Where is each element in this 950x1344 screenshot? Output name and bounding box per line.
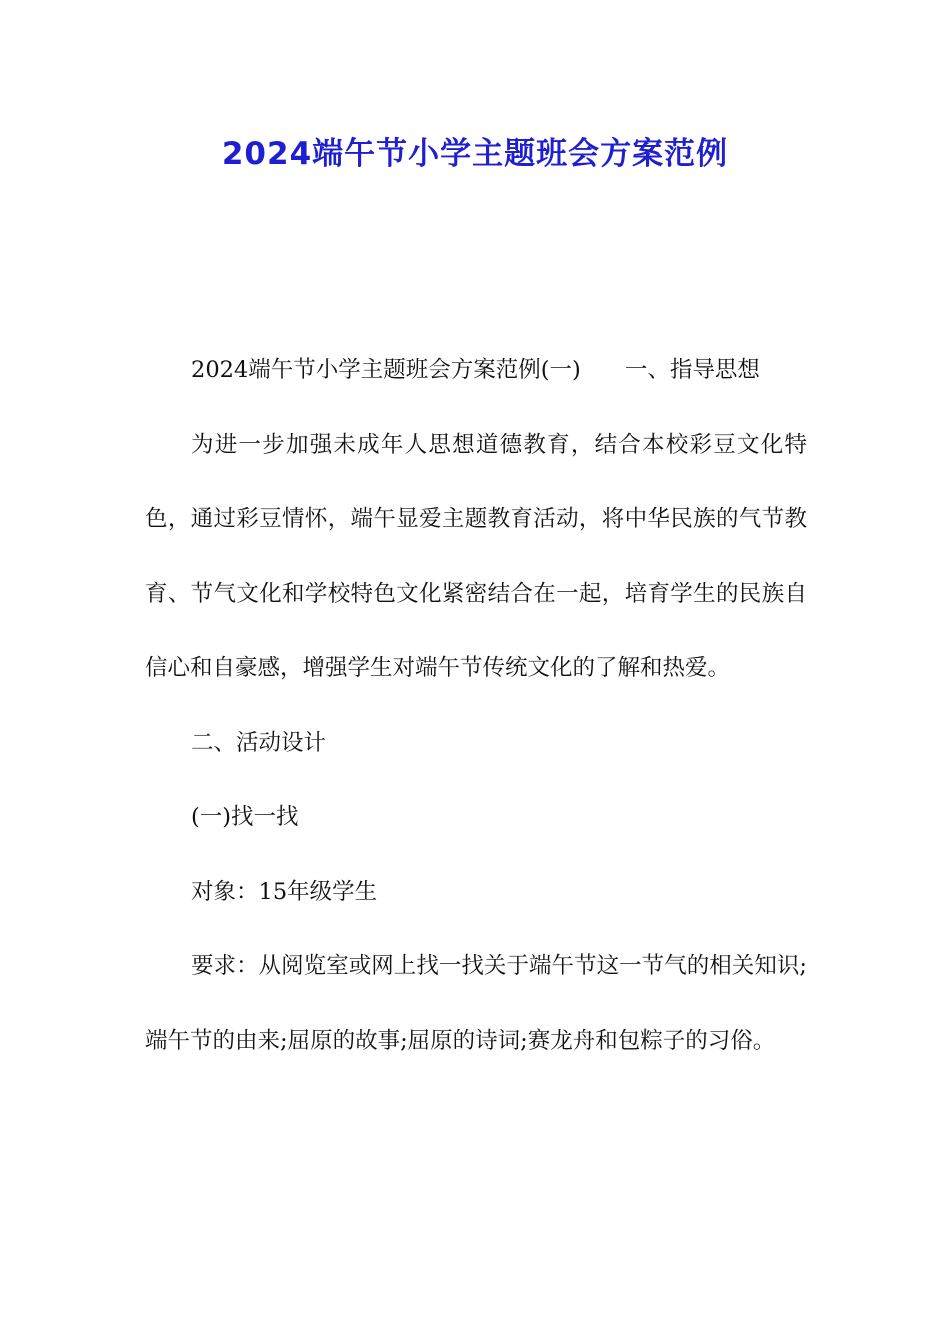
paragraph-requirement: 要求：从阅览室或网上找一找关于端午节这一节气的相关知识;端午节的由来;屈原的故事;屈原的诗词;赛龙舟和包粽子的习俗。 <box>145 953 807 1054</box>
document-body <box>145 333 807 1078</box>
section-heading-activity-design: 二、活动设计 <box>191 729 327 756</box>
subtitle-line <box>145 333 807 408</box>
section-heading-guiding-thought: 一、指导思想 <box>624 357 760 383</box>
target-audience: 对象：15年级学生 <box>191 878 378 905</box>
document-title: 2024端午节小学主题班会方案范例 <box>221 136 729 172</box>
paragraph-purpose: 为进一步加强未成年人思想道德教育，结合本校彩豆文化特色，通过彩豆情怀，端午显爱主题教育活动，将中华民族的气节教育、节气文化和学校特色文化紧密结合在一起，培育学生的民族自信心和自豪感，增强学生对端午节传统文化的了解和热爱。 <box>145 431 807 681</box>
activity-heading-find: (一)找一找 <box>191 804 299 830</box>
subtitle: 2024端午节小学主题班会方案范例(一) <box>191 357 581 383</box>
